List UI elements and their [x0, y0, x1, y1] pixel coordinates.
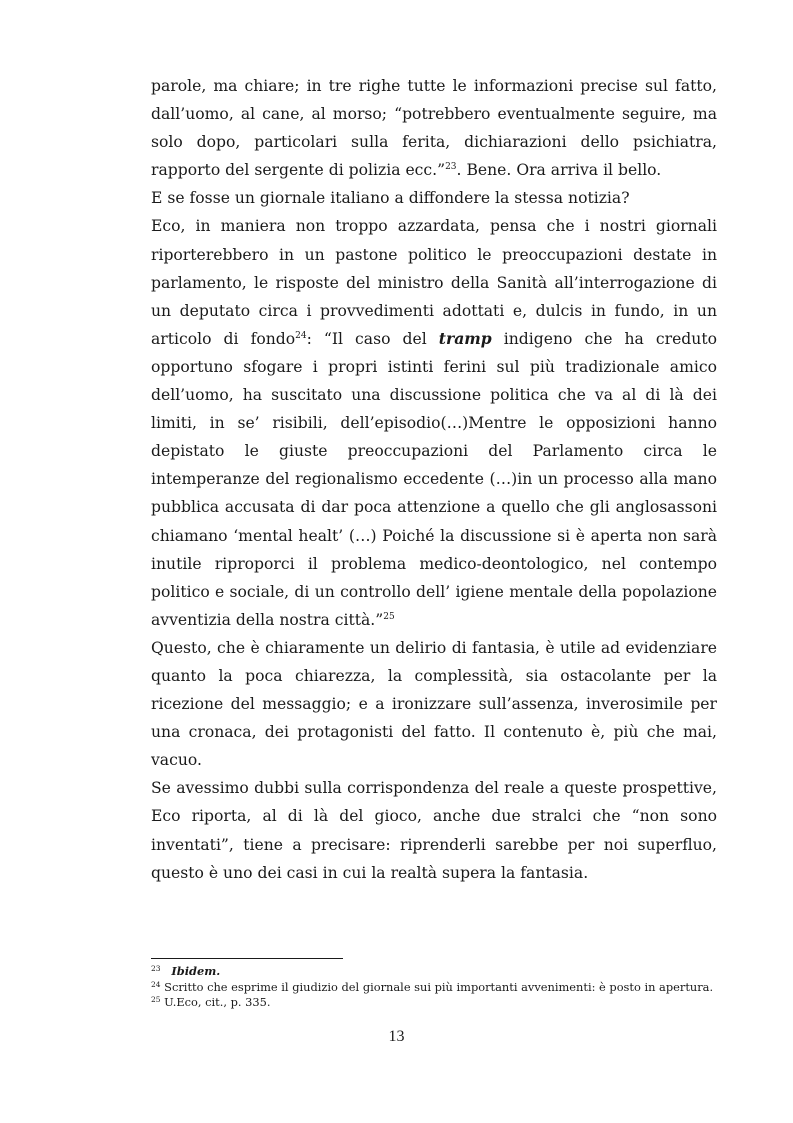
- paragraph-1: [151, 72, 717, 184]
- paragraph-3: [151, 212, 717, 633]
- footnote-separator: [151, 958, 343, 959]
- footnote-text: U.Eco, cit., p. 335.: [164, 995, 271, 1010]
- paragraph-3-text: Eco, in maniera non troppo azzardata, pensa che i nostri giornali riporterebbero in un pastone politico le preoccupazioni destate in parlamento, le risposte del ministro della Sanità all’interrogazione di un deputato circa i provvedimenti adottati e, dulcis in fundo, in un articolo di fondo: [151, 217, 717, 348]
- footnotes: [151, 964, 717, 1011]
- emphasis-tramp: tramp: [438, 328, 492, 348]
- footnote-25: [151, 995, 717, 1011]
- footnote-number: 23: [151, 964, 161, 973]
- footnote-ref-23[interactable]: 23: [445, 162, 457, 173]
- page-number: 13: [388, 1028, 405, 1045]
- footnote-emphasis: Ibidem.: [171, 964, 221, 978]
- footnote-number: 24: [151, 979, 161, 989]
- paragraph-1-text: parole, ma chiare; in tre righe tutte le informazioni precise sul fatto, dall’uomo, al cane, al morso; “potrebbero eventualmente seguire, ma solo dopo, particolari sulla ferita, dichiarazioni dello psichiatra, rapporto del sergente di polizia ecc.”: [151, 77, 717, 180]
- footnote-text: Scritto che esprime il giudizio del giornale sui più importanti avvenimenti: è posto in apertura.: [164, 979, 714, 994]
- footnote-ref-24[interactable]: 24: [295, 330, 307, 341]
- paragraph-1-text-end: . Bene. Ora arriva il bello.: [456, 161, 662, 180]
- paragraph-5: Se avessimo dubbi sulla corrispondenza del reale a queste prospettive, Eco riporta, al di là del gioco, anche due stralci che “non sono inventati”, tiene a precisare: riprenderli sarebbe per noi superfluo, questo è uno dei casi in cui la realtà supera la fantasia.: [151, 779, 717, 882]
- footnote-number: 25: [151, 995, 161, 1005]
- paragraph-3-quote-start: : “Il caso del: [306, 329, 439, 348]
- footnote-ref-25[interactable]: 25: [383, 611, 395, 622]
- paragraph-4: Questo, che è chiaramente un delirio di fantasia, è utile ad evidenziare quanto la poca chiarezza, la complessità, sia ostacolante per la ricezione del messaggio; e a ironizzare sull’assenza, inverosimile per una cronaca, dei protagonisti del fatto. Il contenuto è, più che mai, vacuo.: [151, 638, 717, 770]
- paragraph-3-quote: indigeno che ha creduto opportuno sfogare i propri istinti ferini sul più tradizionale amico dell’uomo, ha suscitato una discussione politica che va al di là dei limiti, in se’ risibili, dell’episodio(…)Mentre le opposizioni hanno depistato le giuste preoccupazioni del Parlamento circa le intemperanze del regionalismo eccedente (…)in un processo alla mano pubblica accusata di dar poca attenzione a quello che gli anglosassoni chiamano ‘mental healt’ (…) Poiché la discussione si è aperta non sarà inutile riproporci il problema medico-deontologico, nel contempo politico e sociale, di un controllo dell’ igiene mentale della popolazione avventizia della nostra città.”: [151, 329, 717, 629]
- footnote-24: [151, 980, 717, 996]
- paragraph-2: E se fosse un giornale italiano a diffondere la stessa notizia?: [151, 189, 630, 208]
- body-text: [151, 72, 717, 887]
- footnote-23: [151, 964, 717, 980]
